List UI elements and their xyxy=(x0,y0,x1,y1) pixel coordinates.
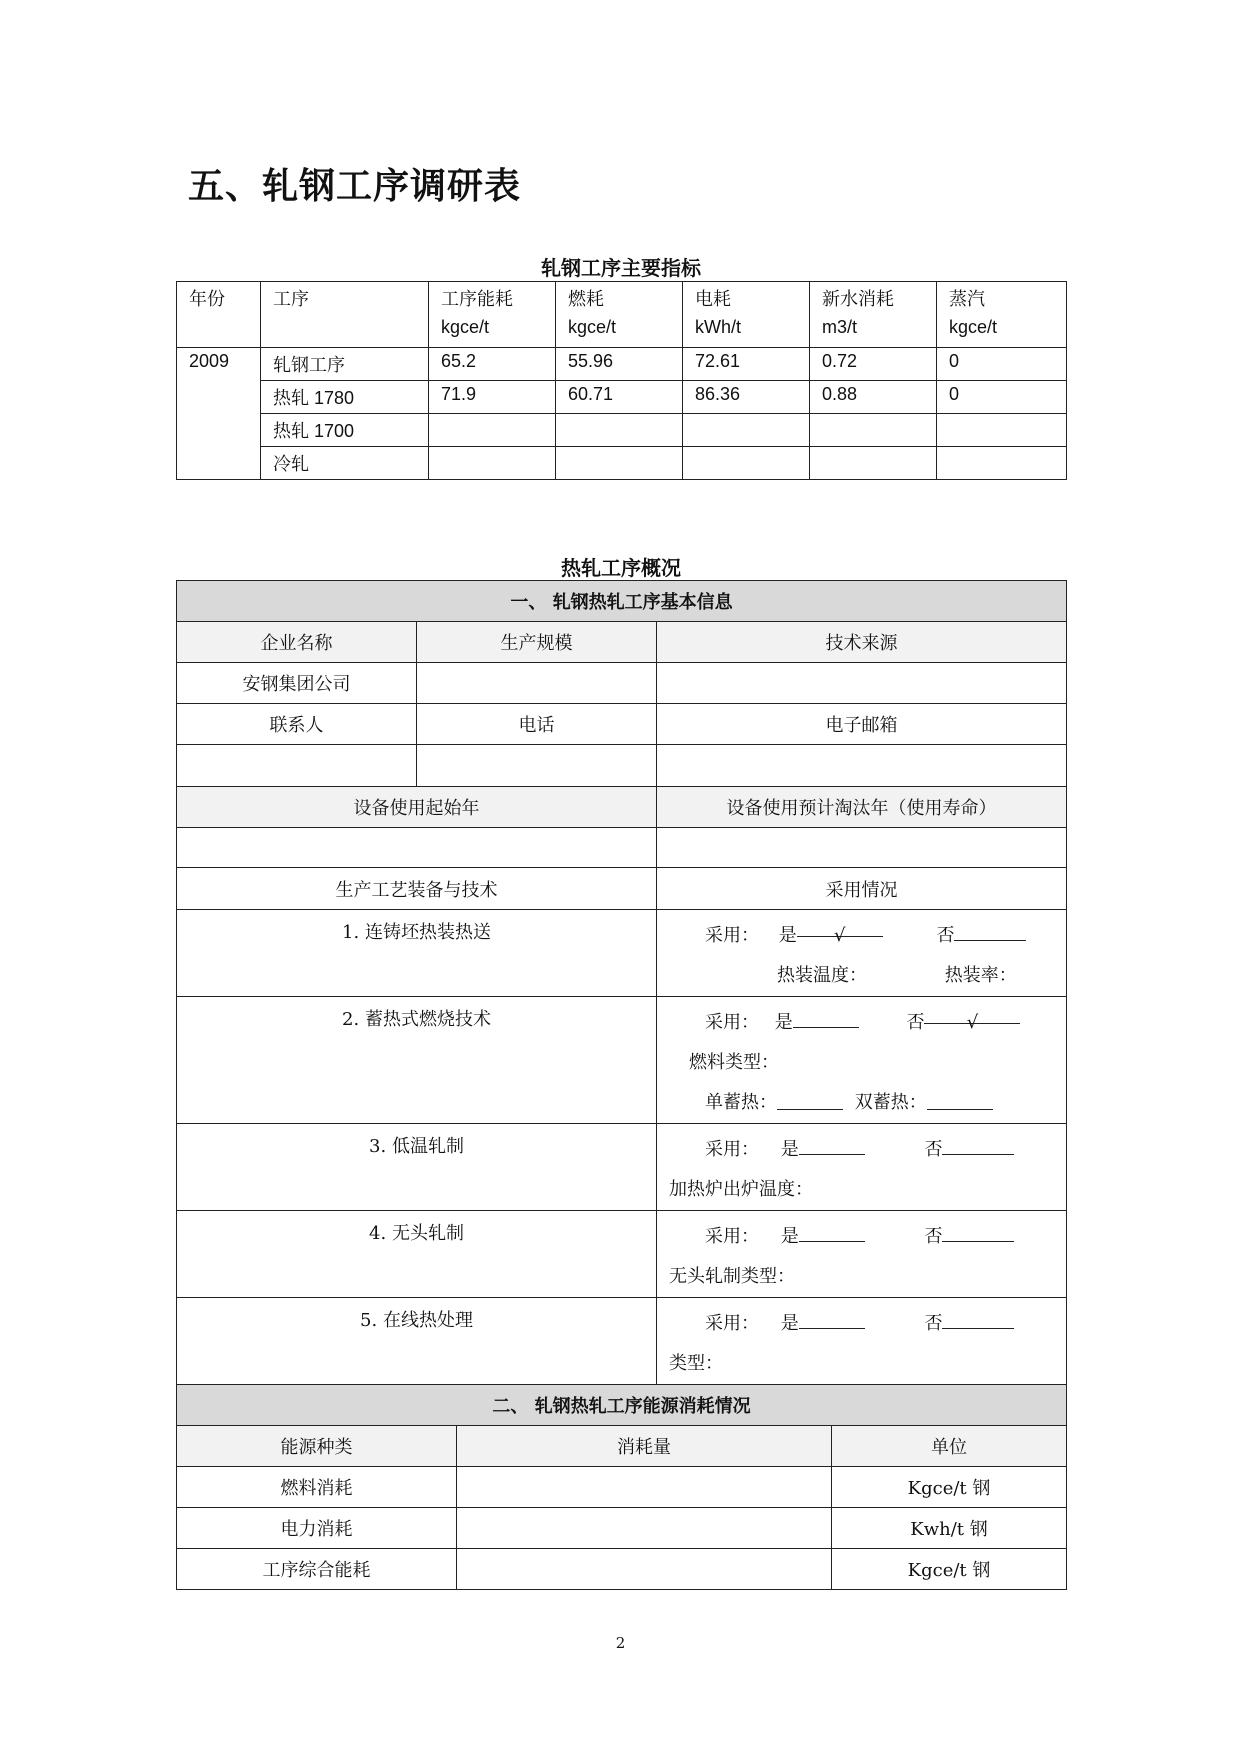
value-cell xyxy=(937,447,1067,480)
value-cell xyxy=(683,414,810,447)
energy-unit-cell: Kgce/t 钢 xyxy=(832,1549,1067,1590)
value-cell: 0 xyxy=(937,381,1067,414)
tech-row xyxy=(177,1124,1067,1211)
yes-label: 是 xyxy=(780,1139,799,1160)
page-number: 2 xyxy=(615,1634,626,1652)
header-cell: 年份 xyxy=(177,282,261,348)
value-cell: 0 xyxy=(937,348,1067,381)
value-cell xyxy=(810,414,937,447)
no-label: 否 xyxy=(924,1139,943,1160)
value-cell: 60.71 xyxy=(556,381,683,414)
header-cell: 工序 xyxy=(261,282,429,348)
no-label: 否 xyxy=(924,1226,943,1247)
value-cell: 65.2 xyxy=(429,348,556,381)
scale-cell xyxy=(417,663,657,704)
no-label: 否 xyxy=(924,1313,943,1334)
value-cell: 71.9 xyxy=(429,381,556,414)
no-blank xyxy=(942,1308,1014,1329)
energy-amount-cell xyxy=(457,1508,832,1549)
energy-header-row xyxy=(177,1426,1067,1467)
no-blank xyxy=(924,1003,1020,1033)
no-blank xyxy=(954,920,1026,941)
header-cell: 单位 xyxy=(832,1426,1067,1467)
value-cell xyxy=(429,414,556,447)
table2-caption: 热轧工序概况 xyxy=(561,556,681,580)
energy-type-cell: 工序综合能耗 xyxy=(177,1549,457,1590)
section-header-row xyxy=(177,1385,1067,1426)
energy-row xyxy=(177,1549,1067,1590)
hot-rolling-overview-table xyxy=(176,580,1067,1590)
use-label: 采用： xyxy=(705,1313,759,1334)
section-header-row xyxy=(177,581,1067,622)
equipment-value-row xyxy=(177,828,1067,868)
retire-year-cell xyxy=(657,828,1067,868)
tech-usage-cell xyxy=(657,997,1067,1124)
use-label: 采用： xyxy=(705,1012,759,1033)
yes-label: 是 xyxy=(778,925,797,946)
header-cell: 设备使用预计淘汰年（使用寿命） xyxy=(657,787,1067,828)
value-cell xyxy=(429,447,556,480)
header-cell: 生产规模 xyxy=(417,622,657,663)
table-row xyxy=(177,447,1067,480)
header-cell: 工序能耗 kgce/t xyxy=(429,282,556,348)
header-cell: 企业名称 xyxy=(177,622,417,663)
yes-blank xyxy=(799,1308,865,1329)
header-cell: 新水消耗 m3/t xyxy=(810,282,937,348)
yes-label: 是 xyxy=(780,1313,799,1334)
value-cell: 0.72 xyxy=(810,348,937,381)
tech-row xyxy=(177,910,1067,997)
company-header-row xyxy=(177,622,1067,663)
tech-header-row xyxy=(177,868,1067,910)
tech-usage-cell xyxy=(657,1298,1067,1385)
phone-cell xyxy=(417,745,657,787)
yes-blank xyxy=(793,1007,859,1028)
no-label: 否 xyxy=(936,925,955,946)
blank-line xyxy=(777,1097,843,1110)
equipment-header-row xyxy=(177,787,1067,828)
process-cell: 轧钢工序 xyxy=(261,348,429,381)
table1-header-row xyxy=(177,282,1067,348)
table1-caption: 轧钢工序主要指标 xyxy=(541,256,701,280)
tech-name: 5. 在线热处理 xyxy=(177,1298,657,1385)
header-cell: 消耗量 xyxy=(457,1426,832,1467)
table-row xyxy=(177,381,1067,414)
yes-blank xyxy=(799,1134,865,1155)
header-cell: 蒸汽 kgce/t xyxy=(937,282,1067,348)
header-cell: 燃耗 kgce/t xyxy=(556,282,683,348)
energy-row xyxy=(177,1467,1067,1508)
header-cell: 联系人 xyxy=(177,704,417,745)
value-cell xyxy=(683,447,810,480)
check-mark: √ xyxy=(833,925,846,946)
energy-amount-cell xyxy=(457,1549,832,1590)
value-cell: 0.88 xyxy=(810,381,937,414)
header-cell: 技术来源 xyxy=(657,622,1067,663)
energy-type-cell: 燃料消耗 xyxy=(177,1467,457,1508)
header-cell: 电话 xyxy=(417,704,657,745)
page-title: 五、轧钢工序调研表 xyxy=(188,166,522,207)
tech-detail-label: 单蓄热： xyxy=(705,1092,777,1113)
header-cell: 设备使用起始年 xyxy=(177,787,657,828)
table-row xyxy=(177,348,1067,381)
section2-title: 二、 轧钢热轧工序能源消耗情况 xyxy=(177,1385,1067,1426)
email-cell xyxy=(657,745,1067,787)
value-cell xyxy=(810,447,937,480)
tech-row xyxy=(177,1298,1067,1385)
tech-usage-cell xyxy=(657,1124,1067,1211)
value-cell: 55.96 xyxy=(556,348,683,381)
header-cell: 电耗 kWh/t xyxy=(683,282,810,348)
contact-value-row xyxy=(177,745,1067,787)
energy-amount-cell xyxy=(457,1467,832,1508)
yes-label: 是 xyxy=(780,1226,799,1247)
use-label: 采用： xyxy=(705,925,759,946)
value-cell xyxy=(937,414,1067,447)
tech-usage-cell xyxy=(657,910,1067,997)
check-mark: √ xyxy=(966,1012,979,1033)
energy-row xyxy=(177,1508,1067,1549)
tech-row xyxy=(177,997,1067,1124)
use-label: 采用： xyxy=(705,1139,759,1160)
yes-blank xyxy=(799,1221,865,1242)
tech-name: 1. 连铸坯热装热送 xyxy=(177,910,657,997)
tech-usage-cell xyxy=(657,1211,1067,1298)
tech-detail-label: 双蓄热： xyxy=(854,1092,927,1113)
company-value-row xyxy=(177,663,1067,704)
company-name-cell: 安钢集团公司 xyxy=(177,663,417,704)
energy-type-cell: 电力消耗 xyxy=(177,1508,457,1549)
header-cell: 能源种类 xyxy=(177,1426,457,1467)
header-cell: 生产工艺装备与技术 xyxy=(177,868,657,910)
tech-name: 3. 低温轧制 xyxy=(177,1124,657,1211)
tech-name: 2. 蓄热式燃烧技术 xyxy=(177,997,657,1124)
tech-detail-label: 热装温度： xyxy=(777,965,867,986)
rolling-indicators-table xyxy=(176,281,1067,480)
contact-cell xyxy=(177,745,417,787)
table-row xyxy=(177,414,1067,447)
no-blank xyxy=(942,1134,1014,1155)
tech-detail-label: 类型： xyxy=(669,1353,723,1374)
tech-detail-label: 热装率： xyxy=(944,965,1017,986)
value-cell: 86.36 xyxy=(683,381,810,414)
yes-label: 是 xyxy=(774,1012,793,1033)
energy-unit-cell: Kgce/t 钢 xyxy=(832,1467,1067,1508)
tech-source-cell xyxy=(657,663,1067,704)
header-cell: 采用情况 xyxy=(657,868,1067,910)
value-cell: 72.61 xyxy=(683,348,810,381)
tech-detail-label: 加热炉出炉温度： xyxy=(669,1179,813,1200)
blank-line xyxy=(927,1097,993,1110)
process-cell: 热轧 1700 xyxy=(261,414,429,447)
tech-detail-label: 燃料类型： xyxy=(689,1052,779,1073)
value-cell xyxy=(556,414,683,447)
no-blank xyxy=(942,1221,1014,1242)
no-label: 否 xyxy=(906,1012,925,1033)
tech-row xyxy=(177,1211,1067,1298)
section1-title: 一、 轧钢热轧工序基本信息 xyxy=(177,581,1067,622)
start-year-cell xyxy=(177,828,657,868)
header-cell: 电子邮箱 xyxy=(657,704,1067,745)
tech-detail-label: 无头轧制类型： xyxy=(669,1266,795,1287)
year-cell: 2009 xyxy=(177,348,261,480)
tech-name: 4. 无头轧制 xyxy=(177,1211,657,1298)
process-cell: 冷轧 xyxy=(261,447,429,480)
value-cell xyxy=(556,447,683,480)
use-label: 采用： xyxy=(705,1226,759,1247)
process-cell: 热轧 1780 xyxy=(261,381,429,414)
energy-unit-cell: Kwh/t 钢 xyxy=(832,1508,1067,1549)
yes-blank xyxy=(797,916,883,946)
contact-header-row xyxy=(177,704,1067,745)
